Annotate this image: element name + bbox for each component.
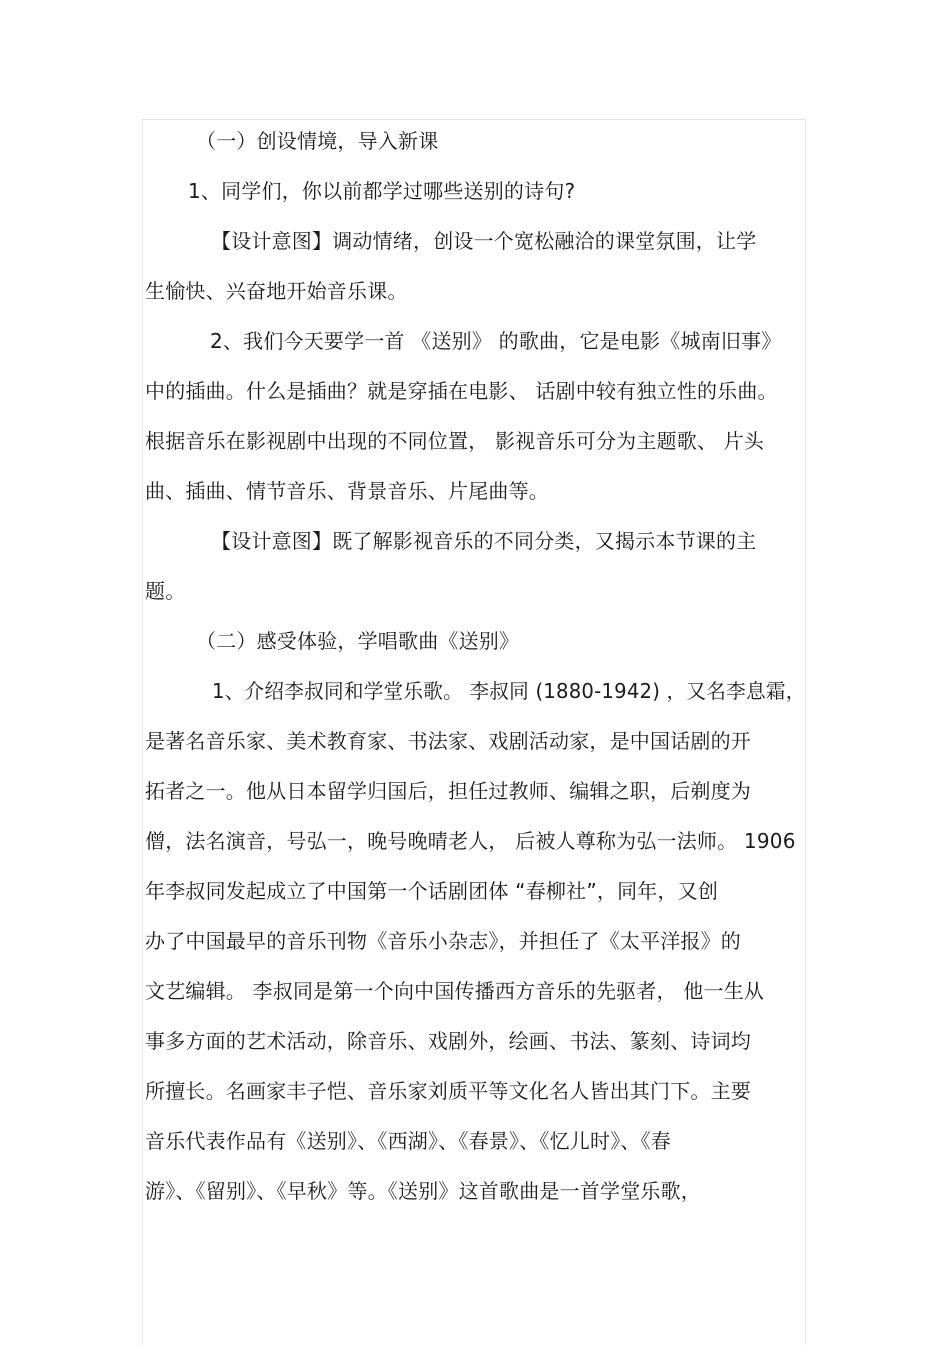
section-heading-1: （一）创设情境，导入新课 — [196, 129, 439, 153]
design-intent-line: 【设计意图】既了解影视音乐的不同分类，又揭示本节课的主 — [211, 529, 757, 553]
paragraph-line: 音乐代表作品有《送别》、《西湖》、《春景》、《忆儿时》、《春 — [145, 1129, 671, 1153]
paragraph-line: 中的插曲。什么是插曲？就是穿插在电影、 话剧中较有独立性的乐曲。 — [145, 379, 778, 403]
paragraph-line: 办了中国最早的音乐刊物《音乐小杂志》，并担任了《太平洋报》的 — [145, 929, 741, 953]
paragraph-line: 拓者之一。他从日本留学归国后，担任过教师、编辑之职，后剃度为 — [145, 779, 751, 803]
paragraph-line: 僧，法名演音，号弘一，晚号晚晴老人， 后被人尊称为弘一法师。 1906 — [145, 829, 796, 853]
design-intent-line: 【设计意图】调动情绪，创设一个宽松融洽的课堂氛围，让学 — [211, 229, 757, 253]
paragraph-line: 1、同学们，你以前都学过哪些送别的诗句? — [188, 179, 576, 203]
paragraph-line: 根据音乐在影视剧中出现的不同位置， 影视音乐可分为主题歌、 片头 — [145, 429, 765, 453]
paragraph-line: 文艺编辑。 李叔同是第一个向中国传播西方音乐的先驱者， 他一生从 — [145, 979, 765, 1003]
paragraph-line: 题。 — [145, 579, 186, 603]
paragraph-line: 事多方面的艺术活动，除音乐、戏剧外，绘画、书法、篆刻、诗词均 — [145, 1029, 751, 1053]
paragraph-line: 游》、《留别》、《早秋》等。《送别》这首歌曲是一首学堂乐歌， — [145, 1179, 701, 1203]
paragraph-line: 曲、插曲、情节音乐、背景音乐、片尾曲等。 — [145, 479, 549, 503]
section-heading-2: （二）感受体验，学唱歌曲《送别》 — [196, 629, 520, 653]
paragraph-line: 所擅长。名画家丰子恺、音乐家刘质平等文化名人皆出其门下。主要 — [145, 1079, 751, 1103]
paragraph-line: 年李叔同发起成立了中国第一个话剧团体 “春柳社”，同年，又创 — [145, 879, 719, 903]
paragraph-line: 生愉快、兴奋地开始音乐课。 — [145, 279, 408, 303]
paragraph-line: 是著名音乐家、美术教育家、书法家、戏剧活动家，是中国话剧的开 — [145, 729, 751, 753]
paragraph-line: 1、介绍李叔同和学堂乐歌。 李叔同 (1880-1942) ，又名李息霜， — [212, 679, 806, 703]
paragraph-line: 2、我们今天要学一首 《送别》 的歌曲，它是电影《城南旧事》 — [210, 329, 782, 353]
